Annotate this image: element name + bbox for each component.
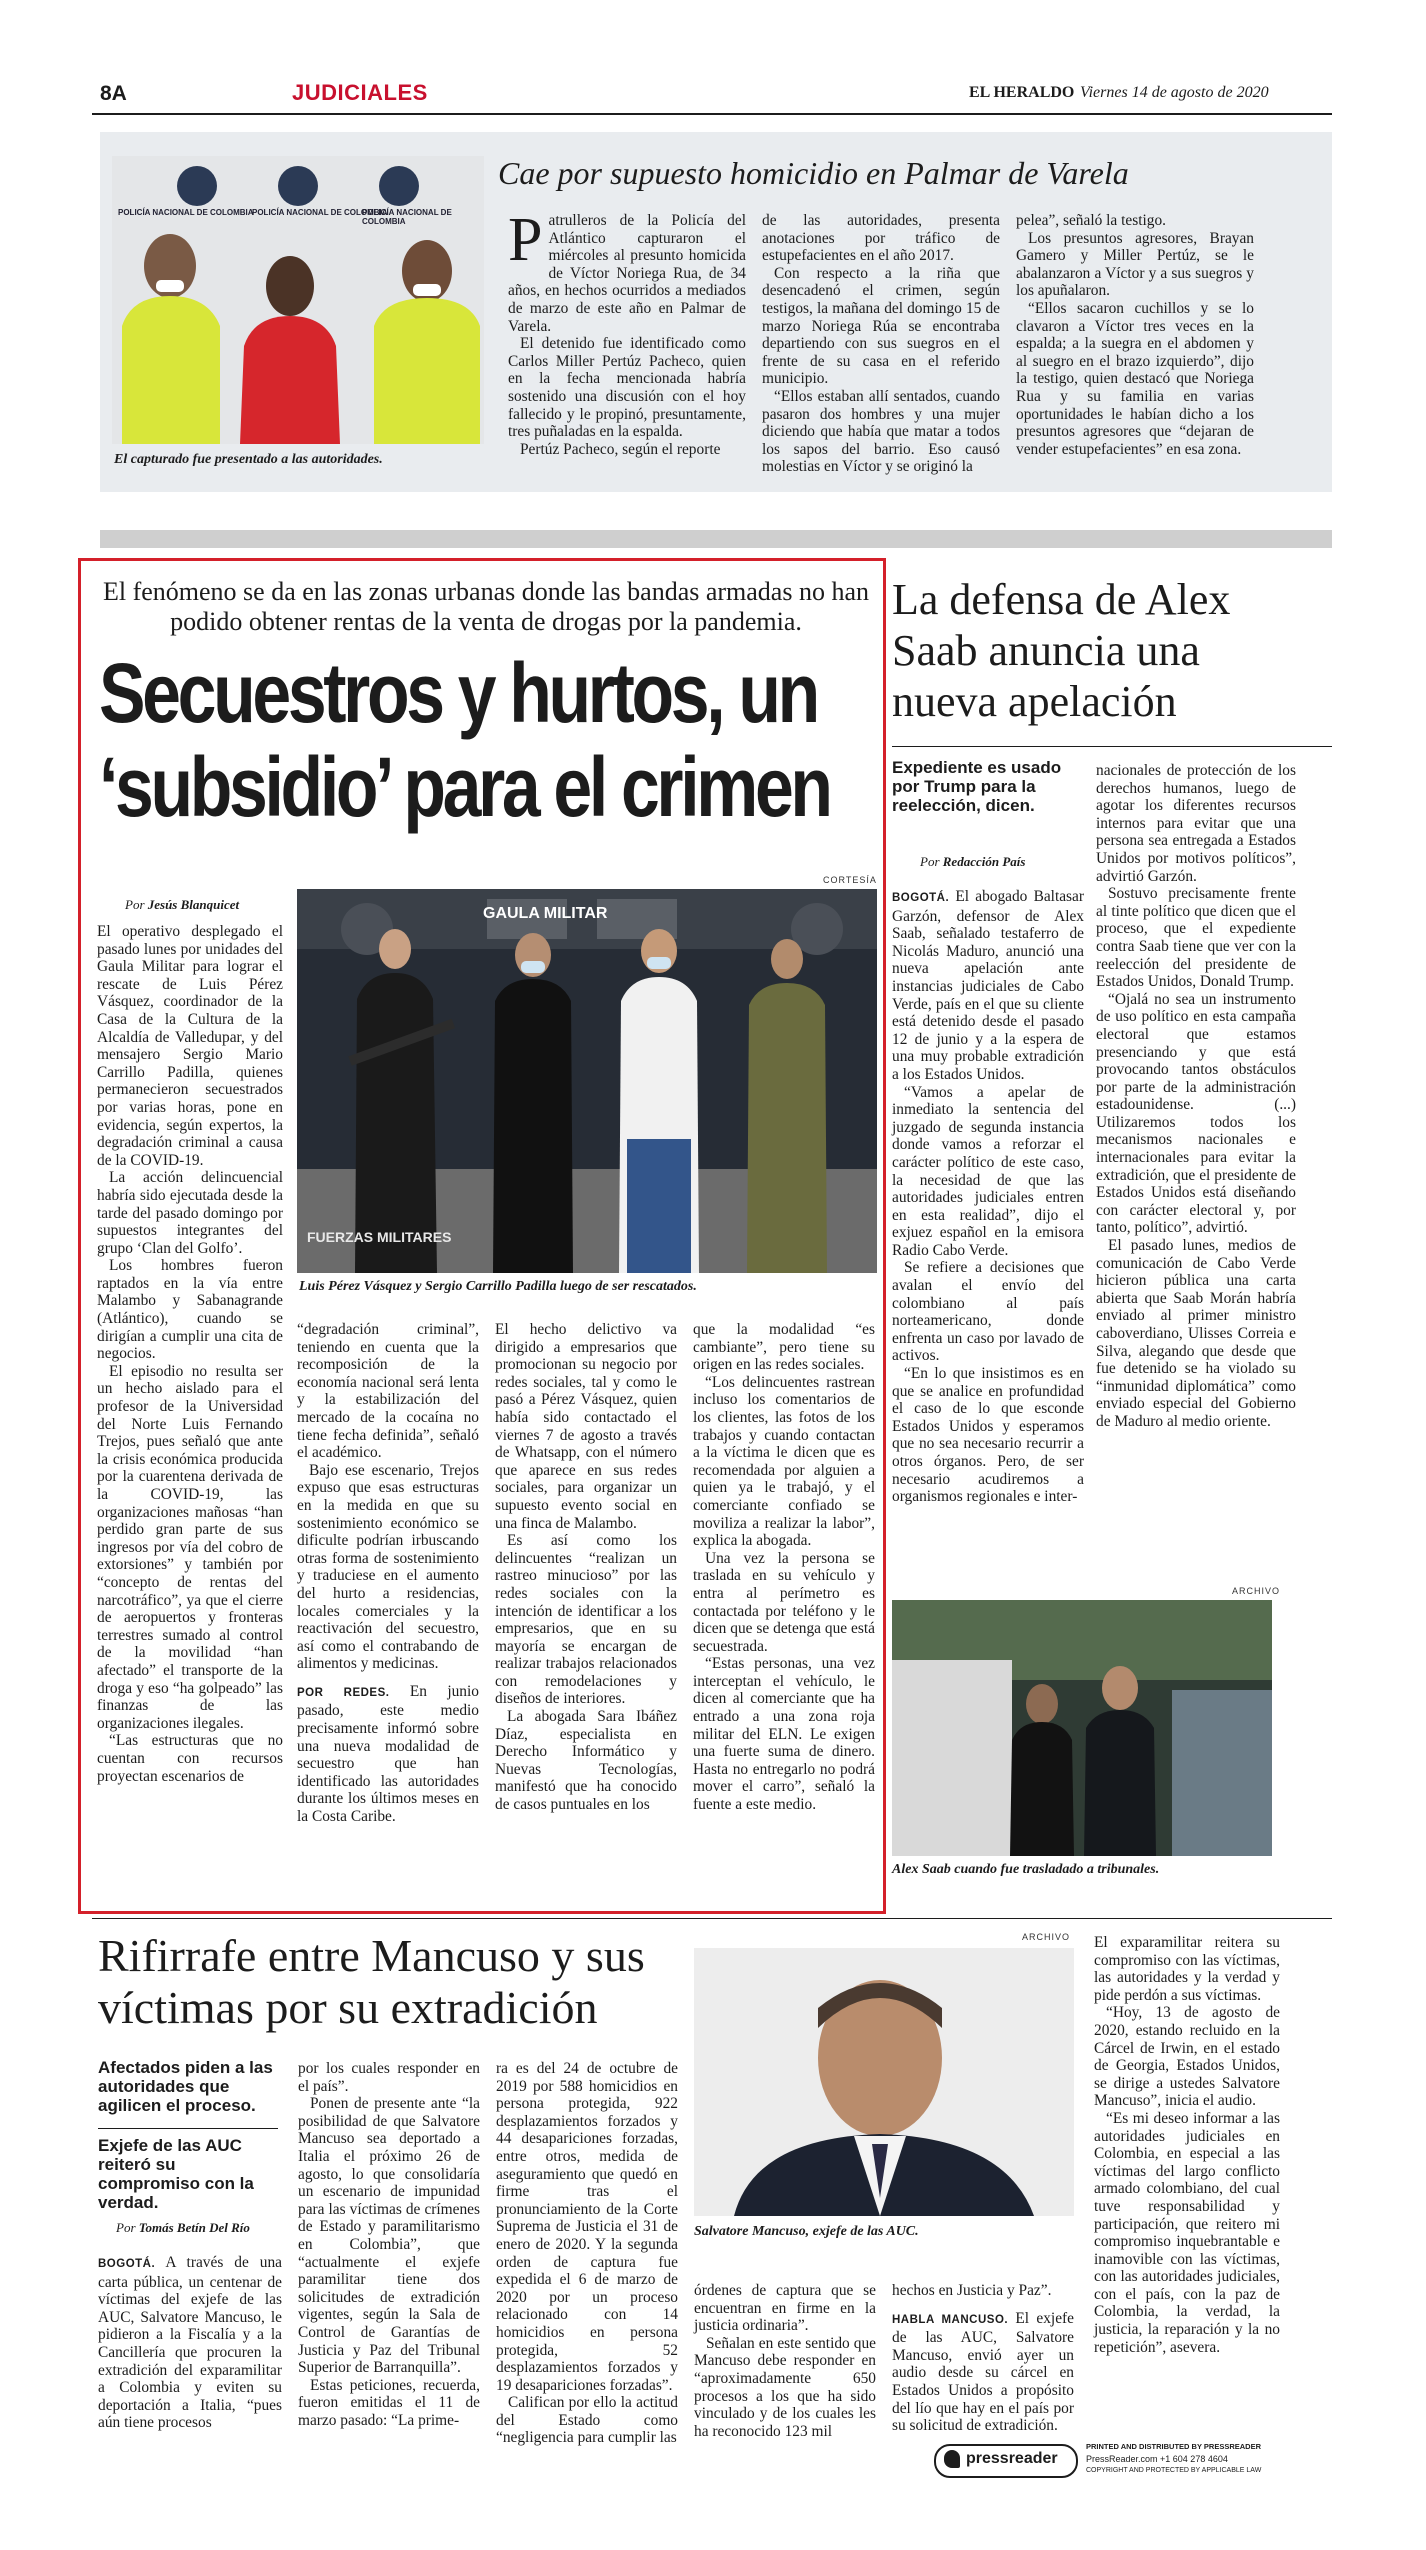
top-story-caption: El capturado fue presentado a las autoridades. bbox=[114, 452, 383, 467]
paragraph-text: A través de una carta pública, un centenar de víctimas del exjefe de las AUC, Salvatore Mancuso, le pidieron a la Fiscalía y a la Cancillería que procuren la extradición del exparamilitar a Colombia y eviten su deportación a Italia, “pues aún tiene procesos bbox=[98, 2254, 283, 2432]
paragraph: “Ellos estaban allí sentados, cuando pasaron dos hombres y una mujer diciendo que había que matar a todos los sapos del barrio. Eso causó molestias en Víctor y se originó la bbox=[762, 387, 1000, 476]
paragraph: “En lo que insistimos es en que se analice en profundidad el caso de lo que esconde Estados Unidos y esperamos que no sea necesario recurrir a otros órganos. Pero, de ser necesario acudiremos a organismos regionales e inter- bbox=[892, 1365, 1084, 1506]
paragraph: La abogada Sara Ibáñez Díaz, especialista en Derecho Informático y Nuevas Tecnologías, manifestó que ha conocido de casos puntuales en los bbox=[495, 1708, 677, 1814]
paragraph: El episodio no resulta ser un hecho aislado para el profesor de la Universidad del Norte Luis Fernando Trejos, pues señaló que ante la crisis económica producida por la cuarentena derivada de la COVID-19, las organizaciones mañosas “han perdido gran parte de sus ingresos por vía del cobro de extorsiones” y también por “concepto de rentas del narcotráfico”, ya que el cierre de aeropuertos y fronteras terrestres sumado al control de la movilidad “han afectado” el transporte de la droga y eso “ha golpeado” las finanzas de las organizaciones ilegales. bbox=[97, 1362, 283, 1732]
mancuso-col-2 bbox=[298, 2060, 480, 2429]
lower-section-rule bbox=[92, 1918, 1332, 1919]
subhead-text: El exjefe de las AUC, Salvatore Mancuso, envió ayer un audio desde su cárcel en Estados Unidos a propósito del lío que hay en el país por su solicitud de extradición. bbox=[892, 2309, 1074, 2435]
photo-credit: CORTESÍA bbox=[823, 875, 877, 885]
top-story-col-2 bbox=[762, 212, 1000, 476]
mancuso-col-1 bbox=[98, 2254, 282, 2432]
paragraph bbox=[98, 2254, 282, 2432]
dateline: BOGOTÁ. bbox=[98, 2258, 156, 2270]
main-story-kicker: El fenómeno se da en las zonas urbanas donde las bandas armadas no han podido obtener rentas de la venta de drogas por la pandemia. bbox=[102, 577, 870, 636]
main-story-photo bbox=[297, 889, 877, 1273]
main-byline bbox=[125, 897, 239, 913]
paragraph: órdenes de captura que se encuentran en firme en la justicia ordinaria”. bbox=[694, 2282, 876, 2335]
saab-col-2 bbox=[1096, 762, 1296, 1431]
paragraph: “Los delincuentes rastrean incluso los comentarios de los clientes, las fotos de los trabajos y cuando contactan a la víctima le dicen que es recomendada por alguien a quien ya le trabajó, y el comerciante confiado se moviliza a realizar la labor”, explica la abogada. bbox=[693, 1373, 875, 1550]
top-story-col-1 bbox=[508, 206, 746, 458]
footer-line-3: COPYRIGHT AND PROTECTED BY APPLICABLE LAW bbox=[1086, 2467, 1262, 2474]
paragraph: Los hombres fueron raptados en la vía entre Malambo y Sabanagrande (Atlántico), cuando se dirigían a cumplir una cita de negocios. bbox=[97, 1257, 283, 1363]
byline-name: Jesús Blanquicet bbox=[147, 897, 240, 912]
main-headline-line-2: ‘subsidio’ para el crimen bbox=[99, 740, 830, 834]
pressreader-icon bbox=[944, 2450, 960, 2468]
main-col-1 bbox=[97, 923, 283, 1785]
main-col-4 bbox=[693, 1321, 875, 1814]
paragraph: Señalan en este sentido que Mancuso debe responder en “aproximadamente 650 procesos a los que ha sido vinculado y de los cuales les ha reconocido 123 mil bbox=[694, 2334, 876, 2440]
paper-name: EL HERALDO bbox=[969, 84, 1075, 101]
pressreader-footer bbox=[934, 2440, 1274, 2480]
paragraph: pelea”, señaló la testigo. bbox=[1016, 212, 1166, 229]
top-story-col-3 bbox=[1016, 212, 1254, 458]
mancuso-photo-image bbox=[694, 1948, 1074, 2216]
paragraph: Estas peticiones, recuerda, fueron emitidas el 11 de marzo pasado: “La prime- bbox=[298, 2376, 480, 2429]
top-story-photo bbox=[112, 156, 484, 444]
section-divider bbox=[100, 530, 1332, 548]
paragraph: Ponen de presente ante “la posibilidad de que Salvatore Mancuso sea deportado a Italia el próximo 26 de agosto, lo que consolidaría un escenario de impunidad para las víctimas de crímenes de Estado y paramilitarismo en Colombia”, que “actualmente el exjefe paramilitar tiene dos solicitudes de extradición vigentes, según la Sala de Control de Garantías de Justicia y Paz del Tribunal Superior de Barranquilla”. bbox=[298, 2095, 480, 2377]
photo-credit: ARCHIVO bbox=[1232, 1586, 1281, 1596]
paragraph: “Ojalá no sea un instrumento de uso político en esta campaña electoral que estamos presenciando y que está provocando tantos obstáculos por parte de la administración estadounidense. (...) Utilizaremos todos los mecanismos nacionales e internacionales para evitar la extradición, que el presidente de Estados Unidos está diseñando con carácter electoral y, por tanto, político”, advirtió. bbox=[1096, 990, 1296, 1237]
paragraph: hechos en Justicia y Paz”. bbox=[892, 2282, 1052, 2299]
paragraph: nacionales de protección de los derechos humanos, luego de agotar los diferentes recursos internos para evitar que una persona sea entregada a Estados Unidos por motivos políticos”, advirtió Garzón. bbox=[1096, 762, 1296, 885]
photo-credit: ARCHIVO bbox=[1022, 1932, 1071, 1942]
paragraph: El hecho delictivo va dirigido a empresarios que promocionan su negocio por redes sociales, tal y como le pasó a Pérez Vásquez, quien había sido contactado el viernes 7 de agosto a través de Whatsapp, con el número que aparece en sus redes sociales, para organizar un supuesto evento social en una finca de Malambo. bbox=[495, 1321, 677, 1532]
section-name: JUDICIALES bbox=[292, 80, 428, 105]
paragraph: “Las estructuras que no cuentan con recursos proyectan escenarios de bbox=[97, 1732, 283, 1785]
byline-name: Redacción País bbox=[942, 854, 1026, 869]
paragraph: La acción delincuencial habría sido ejecutada desde la tarde del pasado domingo por supuestos integrantes del grupo ‘Clan del Golfo’. bbox=[97, 1169, 283, 1257]
paragraph: Pertúz Pacheco, según el reporte bbox=[520, 440, 721, 458]
byline-prefix: Por bbox=[116, 2220, 136, 2235]
paragraph-text: El abogado Baltasar Garzón, defensor de Alex Saab, señalado testaferro de Nicolás Maduro, anunció una nueva apelación ante instancias judiciales de Cabo Verde, país en el que su cliente está detenido desde el pasado 12 de junio y a la espera de una muy probable extradición a los Estados Unidos. bbox=[892, 888, 1084, 1083]
photo-banner-text: GAULA MILITAR bbox=[483, 905, 608, 922]
main-headline-line-1: Secuestros y hurtos, un bbox=[99, 646, 817, 740]
paragraph: ra es del 24 de octubre de 2019 por 588 homicidios en persona protegida, 922 desplazamientos forzados y 44 desapariciones forzadas, entre otros, medida de aseguramiento que quedó en firme tras el pronunciamiento de la Corte Suprema de Justicia el 31 de enero de 2020. Y la segunda orden de captura fue expedida el 6 de marzo de 2020 por un proceso relacionado con 14 homicidios en persona protegida, 52 desplazamientos forzados y 19 desapariciones forzadas”. bbox=[496, 2060, 678, 2394]
mancuso-col-3 bbox=[496, 2060, 678, 2447]
paragraph: por los cuales responder en el país”. bbox=[298, 2060, 480, 2095]
mancuso-col-4 bbox=[694, 2282, 876, 2440]
mancuso-col-6 bbox=[1094, 1934, 1280, 2356]
mancuso-deck-2: Exjefe de las AUC reiteró su compromiso con la verdad. bbox=[98, 2136, 254, 2212]
saab-deck: Expediente es usado por Trump para la reelección, dicen. bbox=[892, 758, 1062, 815]
paragraph: Con respecto a la riña que desencadenó el crimen, según testigos, la mañana del domingo 15 de marzo Noriega Rúa se encontraba departiendo con sus suegros en el frente de su casa en el referido municipio. bbox=[762, 264, 1000, 388]
paragraph bbox=[297, 1683, 479, 1826]
paragraph: “Vamos a apelar de inmediato la sentencia del juzgado de segunda instancia donde vamos a reforzar el carácter político de este caso, la necesidad de que las autoridades judiciales entren en esta realidad”, dijo el exjuez español en la emisora Radio Cabo Verde. bbox=[892, 1083, 1084, 1259]
byline-prefix: Por bbox=[920, 854, 940, 869]
mancuso-byline bbox=[116, 2220, 250, 2236]
byline-name: Tomás Betín Del Río bbox=[138, 2220, 250, 2235]
suspect-photo-image bbox=[112, 156, 484, 444]
paragraph: Sostuvo precisamente frente al tinte político que dicen que el proceso, que el expediente contra Saab tiene que ver con la reelección del presidente de Estados Unidos, Donald Trump. bbox=[1096, 885, 1296, 991]
mancuso-deck-1: Afectados piden a las autoridades que agilicen el proceso. bbox=[98, 2058, 273, 2115]
photo-label: POLICÍA NACIONAL DE COLOMBIA bbox=[362, 208, 452, 226]
photo-label: POLICÍA NACIONAL DE COLOMBIA bbox=[118, 208, 254, 217]
paragraph bbox=[892, 2310, 1074, 2435]
byline-prefix: Por bbox=[125, 897, 145, 912]
footer-line-2: PressReader.com +1 604 278 4604 bbox=[1086, 2454, 1228, 2464]
mancuso-deck-rule bbox=[98, 2128, 278, 2129]
paragraph: “Ellos sacaron cuchillos y se lo clavaron a Víctor tres veces en la espalda; a la suegra en el abdomen y al suegro en el brazo izquierdo”, dijo la testigo, quien destacó que Noriega Rua y su familia en varias oportunidades le habían dicho a los presuntos agresores que “dejaran de vender estupefacientes” en esa zona. bbox=[1016, 299, 1254, 458]
mancuso-headline: Rifirrafe entre Mancuso y sus víctimas por su extradición bbox=[98, 1930, 645, 2033]
saab-photo-image bbox=[892, 1600, 1272, 1856]
paragraph: “Hoy, 13 de agosto de 2020, estando recluido en la Cárcel de Irwin, en el estado de Georgia, Estados Unidos, se dirige a ustedes Salvatore Mancuso”, inicia el audio. bbox=[1094, 2004, 1280, 2110]
page-header bbox=[92, 80, 1332, 110]
mancuso-caption: Salvatore Mancuso, exjefe de las AUC. bbox=[694, 2224, 919, 2239]
paragraph: El exparamilitar reitera su compromiso con las víctimas, las autoridades y la verdad y pide perdón a sus víctimas. bbox=[1094, 1934, 1280, 2004]
paragraph: Califican por ello la actitud del Estado como “negligencia para cumplir las bbox=[496, 2394, 678, 2447]
footer-line-1: PRINTED AND DISTRIBUTED BY PRESSREADER bbox=[1086, 2442, 1262, 2451]
main-story-caption: Luis Pérez Vásquez y Sergio Carrillo Padilla luego de ser rescatados. bbox=[299, 1279, 697, 1294]
paragraph: “Estas personas, una vez interceptan el vehículo, le dicen al comerciante que ha entrado a una zona roja militar del ELN. Le exigen una fuerte suma de dinero. Hasta no entregarlo no podrá mover el carro”, señaló la fuente a este medio. bbox=[693, 1655, 875, 1814]
paragraph: “Es mi deseo informar a las autoridades judiciales en Colombia, en especial a las víctimas del largo conflicto armado colombiano, del cual tuve responsabilidad y participación, que reitero mi compromiso inquebrantable e inamovible con las víctimas, con las autoridades judiciales, con el país, con la paz de Colombia, la verdad, la justicia, la reparación y la no repetición”, asevera. bbox=[1094, 2109, 1280, 2356]
paragraph: “degradación criminal”, teniendo en cuenta que la recomposición de la economía nacional será lenta y la estabilización del mercado de la cocaína no tiene fecha definida”, señaló el académico. bbox=[297, 1321, 479, 1462]
paragraph: Patrulleros de la Policía del Atlántico capturaron el miércoles al presunto homicida de Víctor Noriega Rua, de 34 años, en hechos ocurridos a mediados de marzo de este año en Palmar de Varela. bbox=[508, 206, 746, 335]
paragraph: Los presuntos agresores, Brayan Gamero y Miller Pertúz, se le abalanzaron a Víctor y a sus suegros y los apuñalaron. bbox=[1016, 229, 1254, 300]
top-story-box bbox=[100, 132, 1332, 492]
mancuso-photo bbox=[694, 1948, 1074, 2216]
pressreader-brand: pressreader bbox=[966, 2450, 1058, 2467]
saab-rule bbox=[892, 746, 1332, 747]
photo-label: POLICÍA NACIONAL DE COLOMBIA bbox=[252, 208, 388, 217]
main-col-2 bbox=[297, 1321, 479, 1826]
paragraph: El pasado lunes, medios de comunicación de Cabo Verde hicieron pública una carta abierta que Saab Morán habría enviado al primer ministro caboverdiano, Ulisses Correia e Silva, alegando que desde que fue detenido se ha violado su “inmunidad diplomática” como enviado especial del Gobierno de Maduro al medio oriente. bbox=[1096, 1237, 1296, 1430]
photo-wall-text: FUERZAS MILITARES bbox=[307, 1229, 452, 1245]
saab-caption: Alex Saab cuando fue trasladado a tribunales. bbox=[892, 1862, 1160, 1877]
paragraph: Es así como los delincuentes “realizan un rastreo minucioso” por las redes sociales con la intención de identificar a los empresarios, que en su mayoría se encargan de realizar trabajos relacionados con remodelaciones y diseños de interiores. bbox=[495, 1532, 677, 1708]
saab-headline: La defensa de Alex Saab anuncia una nueva apelación bbox=[892, 575, 1231, 726]
saab-photo bbox=[892, 1600, 1272, 1856]
paragraph: El detenido fue identificado como Carlos Miller Pertúz Pacheco, quien en la fecha mencionada habría sostenido una discusión con el hoy fallecido y le propinó, presuntamente, tres puñaladas en la espalda. bbox=[508, 335, 746, 441]
main-col-3 bbox=[495, 1321, 677, 1814]
pressreader-logo bbox=[934, 2444, 1078, 2478]
paragraph: Bajo ese escenario, Trejos expuso que esas estructuras en la medida en que su sostenimiento económico se dificulte podrían irbuscando otras forma de sostenimiento y traduciese en el aumento del hurto a residencias, locales comerciales y la reactivación del secuestro, así como el contrabando de alimentos y medicinas. bbox=[297, 1461, 479, 1673]
page-number: 8A bbox=[100, 82, 127, 105]
issue-date: Viernes 14 de agosto de 2020 bbox=[1080, 84, 1269, 101]
header-rule bbox=[92, 113, 1332, 115]
paragraph: El operativo desplegado el pasado lunes por unidades del Gaula Militar para lograr el rescate de Luis Pérez Vásquez, coordinador de la Casa de la Cultura de la Alcaldía de Valledupar, y del mensajero Sergio Mario Carrillo Padilla, quienes permanecieron secuestrados por varias horas, pone en evidencia, según expertos, la degradación criminal a causa de la COVID-19. bbox=[97, 923, 283, 1169]
paragraph: de las autoridades, presenta anotaciones por tráfico de estupefacientes en el año 2017. bbox=[762, 212, 1000, 265]
saab-col-1 bbox=[892, 888, 1084, 1506]
top-story-title: Cae por supuesto homicidio en Palmar de Varela bbox=[498, 155, 1129, 191]
rescue-photo-image bbox=[297, 889, 877, 1273]
mancuso-col-5 bbox=[892, 2282, 1074, 2435]
dateline: BOGOTÁ. bbox=[892, 892, 950, 904]
subhead-text: En junio pasado, este medio precisamente informó sobre una nueva modalidad de secuestro que han identificado las autoridades durante los últimos meses en la Costa Caribe. bbox=[297, 1682, 479, 1826]
subhead-label: POR REDES. bbox=[297, 1686, 390, 1699]
paragraph bbox=[892, 888, 1084, 1084]
paragraph: Se refiere a decisiones que avalan el envío del colombiano al país norteamericano, donde enfrenta un caso por lavado de activos. bbox=[892, 1259, 1084, 1365]
subhead-label: HABLA MANCUSO. bbox=[892, 2313, 1009, 2326]
paragraph: que la modalidad “es cambiante”, pero tiene su origen en las redes sociales. bbox=[693, 1321, 875, 1374]
main-story-box bbox=[78, 558, 886, 1914]
paragraph: Una vez la persona se traslada en su vehículo y entra al perímetro es contactada por teléfono y le dicen que se detenga que está secuestrada. bbox=[693, 1549, 875, 1655]
saab-byline bbox=[920, 854, 1025, 870]
